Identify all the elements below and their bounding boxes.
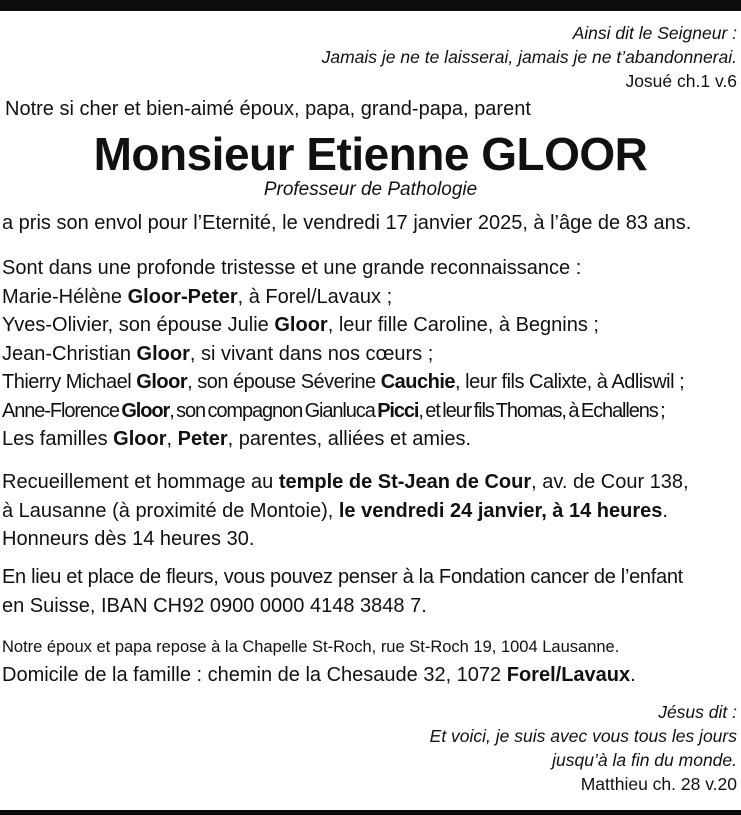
opening-verse <box>322 21 737 93</box>
bottom-border-rule <box>0 810 741 815</box>
ceremony-details: Recueillement et hommage au temple de St-Jean de Cour, av. de Cour 138, à Lausanne (à proximité de Montoie), le vendredi 24 janvier, à 14 heures. Honneurs dès 14 heures 30. <box>2 471 689 550</box>
mourners-list <box>2 254 684 454</box>
mourner-line: Jean-Christian Gloor, si vivant dans nos cœurs ; <box>2 342 434 365</box>
mourner-line: Yves-Olivier, son épouse Julie Gloor, leur fille Caroline, à Begnins ; <box>2 314 599 336</box>
verse-reference: Josué ch.1 v.6 <box>625 71 737 91</box>
verse-text: jusqu’à la fin du monde. <box>552 750 737 770</box>
verse-text: Et voici, je suis avec vous tous les jours <box>429 726 737 746</box>
donation-notice: En lieu et place de fleurs, vous pouvez penser à la Fondation cancer de l’enfant en Suisse, IBAN CH92 0900 0000 4148 3848 7. <box>2 566 683 617</box>
verse-text: Jamais je ne te laisserai, jamais je ne t’abandonnerai. <box>321 47 737 67</box>
rest-and-home <box>2 633 636 690</box>
family-home: Domicile de la famille : chemin de la Chesaude 32, 1072 Forel/Lavaux. <box>2 664 636 686</box>
rest-place: Notre époux et papa repose à la Chapelle St-Roch, rue St-Roch 19, 1004 Lausanne. <box>2 638 620 656</box>
top-border-rule <box>0 0 741 11</box>
closing-verse <box>430 700 737 796</box>
mourners-heading: Sont dans une profonde tristesse et une grande reconnaissance : <box>2 257 582 279</box>
mourner-line: Les familles Gloor, Peter, parentes, alliées et amies. <box>2 428 472 450</box>
verse-reference: Matthieu ch. 28 v.20 <box>580 774 737 794</box>
verse-intro: Jésus dit : <box>658 702 737 722</box>
mourner-line: Marie-Hélène Gloor-Peter, à Forel/Lavaux ; <box>2 285 393 308</box>
deceased-title: Professeur de Pathologie <box>263 179 478 200</box>
announcement: a pris son envol pour l’Eternité, le vendredi 17 janvier 2025, à l’âge de 83 ans. <box>2 212 692 234</box>
mourner-line: Anne-Florence Gloor, son compagnon Gianluca Picci, et leur fils Thomas, à Echallens ; <box>2 399 665 422</box>
verse-intro: Ainsi dit le Seigneur : <box>572 23 737 43</box>
deceased-name: Monsieur Etienne GLOOR <box>93 128 648 180</box>
mourner-line: Thierry Michael Gloor, son épouse Séverine Cauchie, leur fils Calixte, à Adliswil ; <box>2 371 685 393</box>
intro-line: Notre si cher et bien-aimé époux, papa, grand-papa, parent <box>5 98 531 120</box>
